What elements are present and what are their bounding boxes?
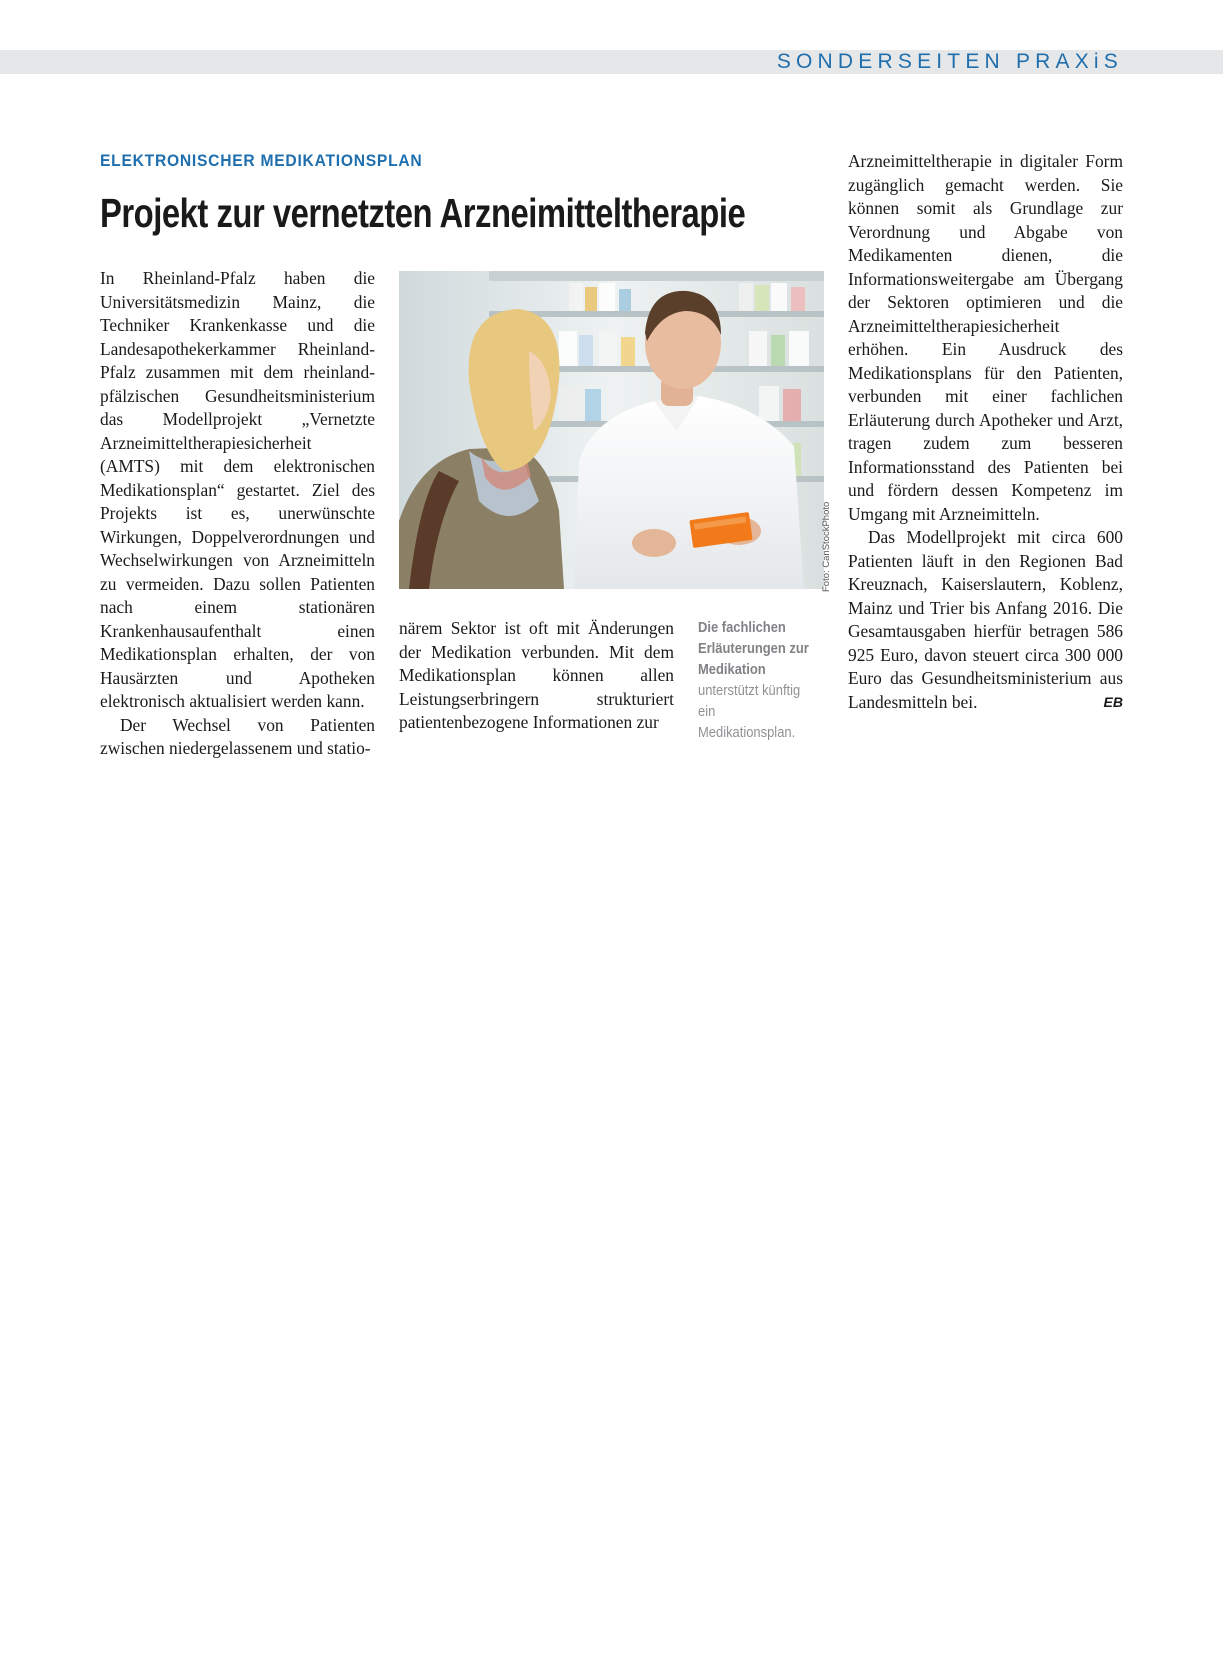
- article-kicker: ELEKTRONISCHER MEDIKATIONSPLAN: [100, 151, 423, 170]
- pharmacy-photo-illustration: [399, 271, 824, 589]
- section-title: SONDERSEITEN PRAXiS: [776, 50, 1123, 73]
- caption-text: unterstützt künftig ein Medikationsplan.: [698, 683, 801, 741]
- paragraph: Der Wechsel von Patienten zwischen niedergelassenem und statio-: [100, 714, 375, 758]
- caption-bold: Die fachlichen Erläuterungen zur Medikation: [698, 620, 809, 678]
- photo-caption: [698, 618, 815, 744]
- photo-credit: Foto: CanStockPhoto: [821, 501, 832, 592]
- author-signature: EB: [1103, 693, 1123, 710]
- paragraph-text: Das Modellprojekt mit circa 600 Patienten läuft in den Regionen Bad Kreuznach, Kaiserslautern, Koblenz, Mainz und Trier bis Anfang 2016. Die Gesamtausgaben hierfür betragen 586 925 Euro, davon steuert circa 300 000 Euro das Gesundheitsministerium aus Landesmitteln bei.: [848, 527, 1123, 712]
- paragraph: [848, 526, 1123, 714]
- paragraph: In Rheinland-Pfalz haben die Universitätsmedizin Mainz, die Techniker Krankenkasse und die Landesapothekerkammer Rheinland-Pfalz zusammen mit dem rheinland-pfälzischen Gesundheitsministerium das Modellprojekt „Vernetzte Arzneimitteltherapiesicherheit (AMTS) mit dem elektronischen Medikationsplan“ gestartet. Ziel des Projekts ist es, unerwünschte Wirkungen, Doppelverordnungen und Wechselwirkungen von Arzneimitteln zu vermeiden. Dazu sollen Patienten nach einem stationären Krankenhausaufenthalt einen Medikationsplan erhalten, der von Hausärzten und Apotheken elektronisch aktualisiert werden kann.: [100, 268, 375, 711]
- article-headline: Projekt zur vernetzten Arzneimitteltherapie: [100, 190, 746, 236]
- paragraph: närem Sektor ist oft mit Änderungen der Medikation verbunden. Mit dem Medikationsplan können allen Leistungserbringern strukturiert patientenbezogene Informationen zur: [399, 618, 674, 732]
- paragraph: Arzneimitteltherapie in digitaler Form zugänglich gemacht werden. Sie können somit als Grundlage zur Verordnung und Abgabe von Medikamenten dienen, die Informationsweitergabe am Übergang der Sektoren optimieren und die Arzneimitteltherapiesicherheit erhöhen. Ein Ausdruck des Medikationsplans für den Patienten, verbunden mit einer fachlichen Erläuterung durch Apotheker und Arzt, tragen zudem zum besseren Informationsstand des Patienten bei und fördern dessen Kompetenz im Umgang mit Arzneimitteln.: [848, 151, 1123, 524]
- text-column-2: [399, 617, 674, 735]
- text-column-3: [848, 150, 1123, 714]
- text-column-1: [100, 267, 375, 761]
- article-photo: [399, 271, 824, 589]
